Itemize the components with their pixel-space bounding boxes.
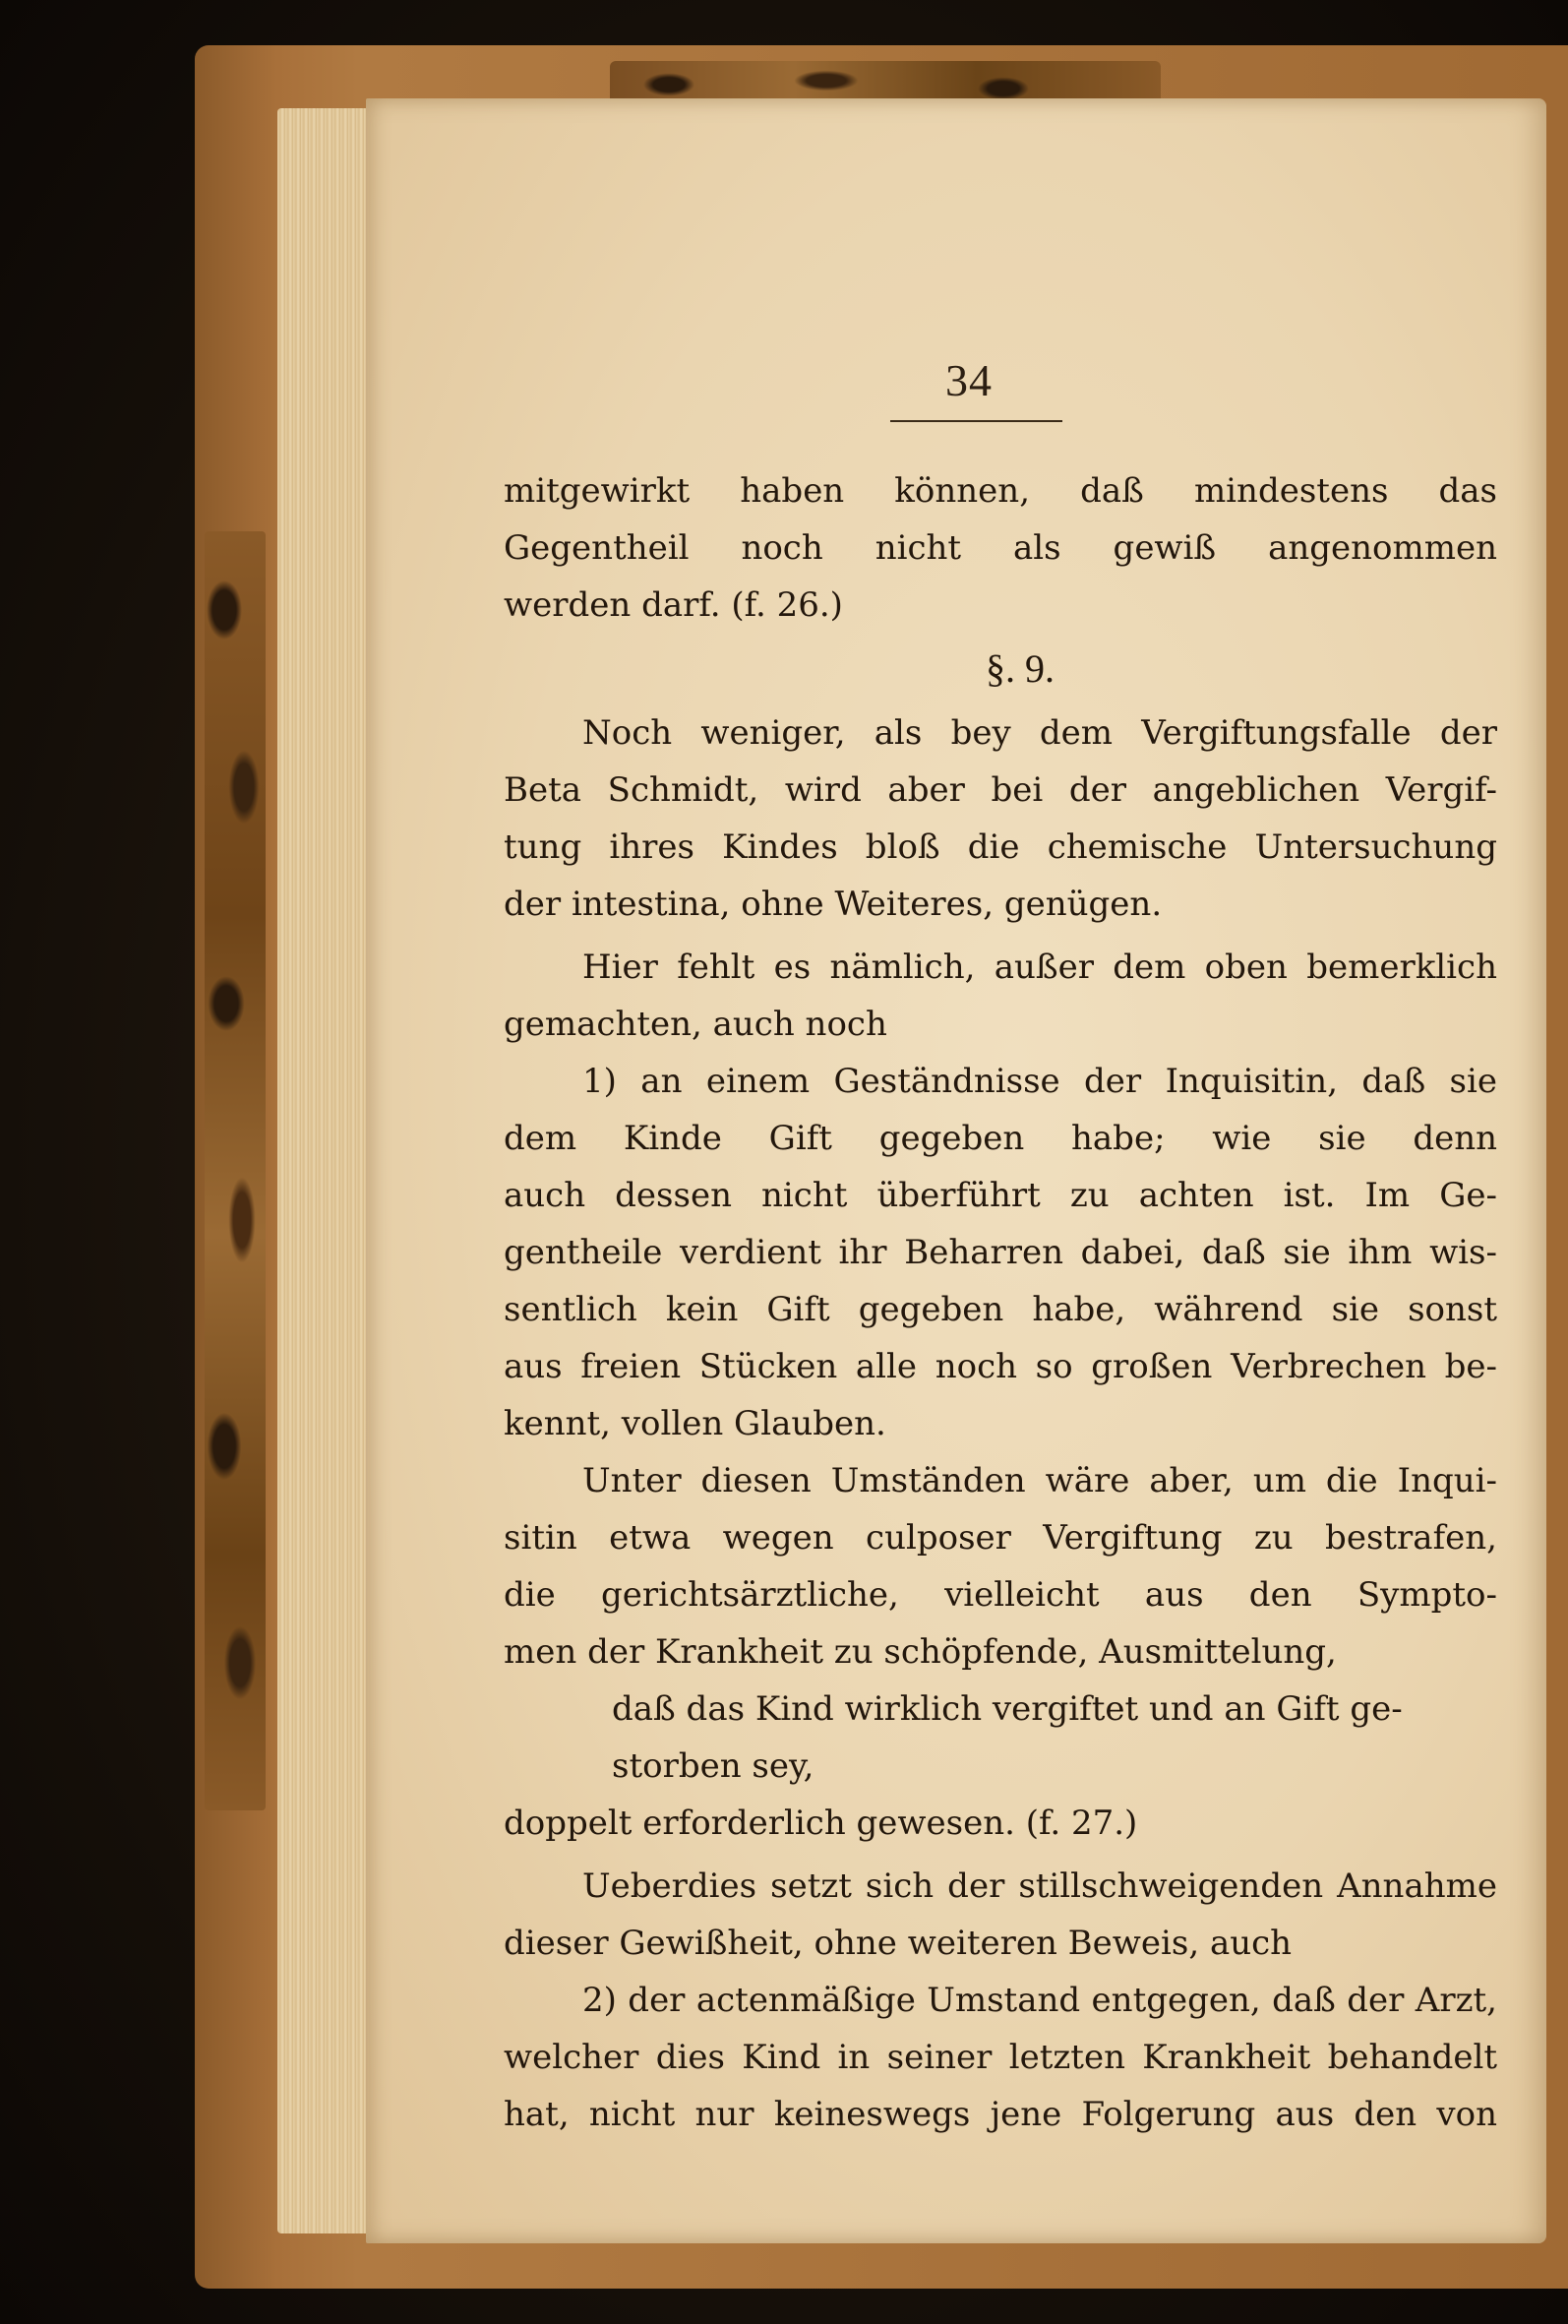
text-line: werden darf. (f. 26.) (504, 585, 843, 625)
text-line: aus freien Stücken alle noch so großen Verbrechen be- (504, 1347, 1497, 1386)
page-block-edges (277, 108, 376, 2233)
text-line: Gegentheil noch nicht als gewiß angenommen (504, 528, 1497, 568)
text-line: Noch weniger, als bey dem Vergiftungsfalle der (582, 713, 1497, 753)
text-line: tung ihres Kindes bloß die chemische Untersuchung (504, 827, 1497, 867)
text-line: der intestina, ohne Weiteres, genügen. (504, 885, 1163, 924)
text-line: hat, nicht nur keineswegs jene Folgerung aus den von (504, 2095, 1497, 2134)
marbled-spine (205, 531, 266, 1810)
text-line: dem Kinde Gift gegeben habe; wie sie denn (504, 1119, 1497, 1158)
text-line: mitgewirkt haben können, daß mindestens das (504, 471, 1497, 511)
text-line: sitin etwa wegen culposer Vergiftung zu bestrafen, (504, 1518, 1497, 1558)
text-line: Beta Schmidt, wird aber bei der angeblichen Vergif- (504, 770, 1497, 810)
text-line: Ueberdies setzt sich der stillschweigenden Annahme (582, 1866, 1497, 1906)
text-line: 2) der actenmäßige Umstand entgegen, daß der Arzt, (582, 1981, 1497, 2020)
text-line: Unter diesen Umständen wäre aber, um die Inqui- (582, 1461, 1497, 1500)
text-line: sentlich kein Gift gegeben habe, während sie sonst (504, 1290, 1497, 1329)
text-line: die gerichtsärztliche, vielleicht aus den Sympto- (504, 1575, 1497, 1615)
text-line: men der Krankheit zu schöpfende, Ausmittelung, (504, 1632, 1337, 1672)
text-line: daß das Kind wirklich vergiftet und an Gift ge- (612, 1689, 1403, 1729)
text-line: kennt, vollen Glauben. (504, 1404, 886, 1443)
text-line: doppelt erforderlich gewesen. (f. 27.) (504, 1804, 1138, 1843)
text-line: gentheile verdient ihr Beharren dabei, daß sie ihm wis- (504, 1233, 1497, 1272)
text-line: Hier fehlt es nämlich, außer dem oben bemerklich (582, 948, 1497, 987)
text-line: 1) an einem Geständnisse der Inquisitin, daß sie (582, 1062, 1497, 1101)
page-text (504, 462, 1497, 2143)
section-heading: §. 9. (986, 646, 1055, 691)
page-number: 34 (945, 355, 993, 405)
text-line: welcher dies Kind in seiner letzten Krankheit behandelt (504, 2038, 1497, 2077)
page-number-rule (890, 420, 1062, 422)
text-line: dieser Gewißheit, ohne weiteren Beweis, auch (504, 1924, 1293, 1963)
text-line: auch dessen nicht überführt zu achten ist. Im Ge- (504, 1176, 1497, 1215)
text-line: storben sey, (612, 1746, 814, 1786)
text-line: gemachten, auch noch (504, 1005, 887, 1044)
